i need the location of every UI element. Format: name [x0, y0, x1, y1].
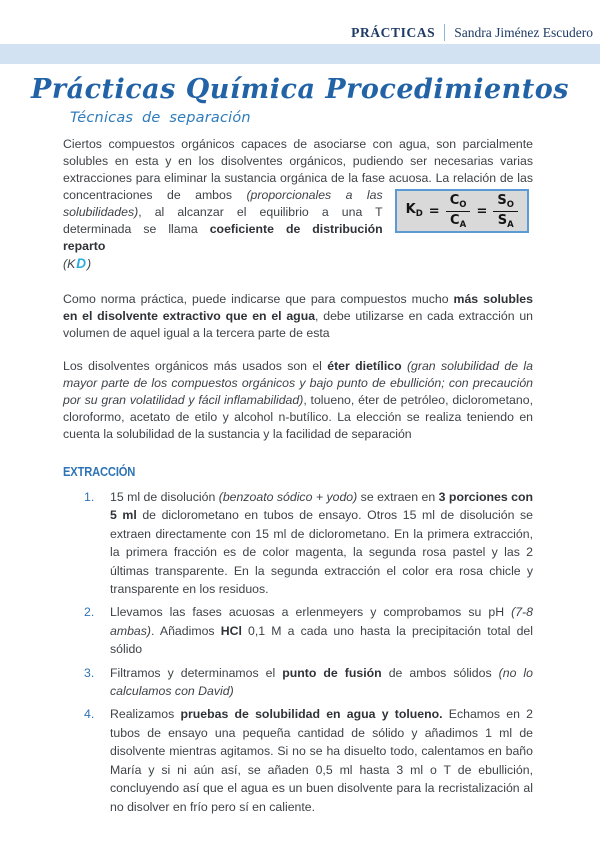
- text-segment-bold: punto de fusión: [282, 665, 382, 680]
- list-item: [63, 603, 533, 658]
- section-subtitle: Técnicas de separación: [70, 110, 251, 126]
- text-segment-italic: (7-8 ambas): [110, 605, 533, 638]
- page-title: Prácticas Química Procedimientos: [31, 74, 569, 105]
- text-segment: Realizamos: [110, 707, 181, 722]
- formula-fraction-concentrations: $\frac{C_O}{C_A}$: [446, 193, 471, 230]
- distribution-coefficient-formula: [395, 189, 529, 233]
- document-body: [63, 136, 533, 821]
- text-segment: Echamos en 2 tubos de ensayo una pequeña cantidad de sólido y añadimos 1 ml de disolvente mientras agitamos. Si no se ha disuelto todo, calentamos en baño María y si ni aún así, se añaden 0,5 ml hasta 3 ml o T de ebullición, concluyendo así que el agua es un buen disolvente para la recristalización al no disolver en frío pero sí en caliente.: [110, 707, 533, 814]
- doc-label: PRÁCTICAS: [351, 24, 436, 40]
- text-segment: de ambos sólidos: [381, 665, 499, 680]
- text-segment: se extraen en: [357, 490, 439, 504]
- text-segment: , al alcanzar el equilibrio a una T determinada se llama: [63, 205, 383, 236]
- extraction-steps-list: [63, 488, 533, 816]
- paragraph-distribution-coefficient: [63, 136, 533, 273]
- text-segment-bold: 3 porciones con 5 ml: [110, 490, 533, 523]
- text-segment-bold: pruebas de solubilidad en agua y tolueno.: [180, 707, 443, 722]
- formula-kd: $K_D$: [405, 202, 423, 220]
- text-segment: Llevamos las fases acuosas a erlenmeyers y comprobamos su pH: [110, 605, 512, 620]
- header-band: [0, 44, 600, 64]
- text-segment: 0,1 M a cada uno hasta la precipitación total del sólido: [110, 623, 533, 657]
- text-segment-bold: éter dietílico: [327, 359, 402, 373]
- paragraph-organic-solvents: [63, 358, 533, 443]
- text-segment: de diclorometano en tubos de ensayo. Otros 15 ml de disolución se extraen directamente con 15 ml de diclorometano. En la primera extracción, la primera fracción es de color magenta, la segunda rosa pastel y las 2 últimas transparente. En la segunda extracción el color era rosa chicle y transparente en los residuos.: [110, 508, 534, 597]
- list-item: [63, 664, 533, 701]
- list-item: [63, 488, 533, 598]
- author-name: Sandra Jiménez Escudero: [454, 24, 593, 40]
- text-segment: , debe utilizarse en cada extracción un volumen de aquel igual a la tercera parte de esta: [63, 309, 533, 340]
- kd-close: ): [87, 257, 92, 271]
- kd-open: (K: [63, 257, 76, 271]
- kd-letter-d: D: [76, 256, 87, 271]
- section-heading-extraccion: EXTRACCIÓN: [63, 464, 136, 479]
- page-header: [351, 24, 593, 41]
- text-segment: Filtramos y determinamos el: [110, 665, 283, 680]
- formula-fraction-solubilities: $\frac{S_O}{S_A}$: [493, 193, 518, 230]
- text-segment-italic: (no lo calculamos con David): [110, 665, 534, 699]
- text-segment: Como norma práctica, puede indicarse que para compuestos mucho: [63, 292, 454, 306]
- text-segment-italic: (benzoato sódico + yodo): [218, 490, 358, 504]
- text-segment-bold: más solubles en el disolvente extractivo que en el agua: [63, 292, 533, 323]
- text-segment-italic: (gran solubilidad de la mayor parte de los compuestos orgánicos y bajo punto de ebullición; con precaución por su gran volatilidad y fácil inflamabilidad): [63, 359, 533, 407]
- text-segment-bold: coeficiente de distribución reparto: [63, 222, 383, 253]
- list-number: 3.: [84, 665, 95, 680]
- list-number: 1.: [84, 490, 95, 504]
- text-segment: Ciertos compuestos orgánicos capaces de asociarse con agua, son parcialmente solubles en esta y en los disolventes orgánicos, pudiendo ser necesarias varias extracciones para eliminar la sustancia orgánica de la fase acuosa. La relación de las concentraciones de ambos: [63, 137, 533, 202]
- list-item: [63, 705, 533, 815]
- text-segment-italic: (proporcionales a las solubilidades): [63, 188, 383, 219]
- list-number: 4.: [84, 707, 95, 722]
- text-segment-bold: HCl: [220, 623, 242, 638]
- text-segment: 15 ml de disolución: [110, 490, 219, 504]
- header-divider: [444, 24, 445, 41]
- formula-equals: =: [476, 203, 488, 219]
- formula-equals: =: [428, 203, 440, 219]
- text-segment: , tolueno, éter de petróleo, diclorometano, cloroformo, acetato de etilo y alcohol n-butílico. La elección se realiza teniendo en cuenta la solubilidad de la sustancia y la facilidad de separación: [63, 393, 533, 441]
- list-number: 2.: [84, 605, 95, 620]
- text-segment: Los disolventes orgánicos más usados son el: [63, 359, 328, 373]
- paragraph-practical-rule: [63, 291, 533, 342]
- text-segment: . Añadimos: [151, 623, 221, 638]
